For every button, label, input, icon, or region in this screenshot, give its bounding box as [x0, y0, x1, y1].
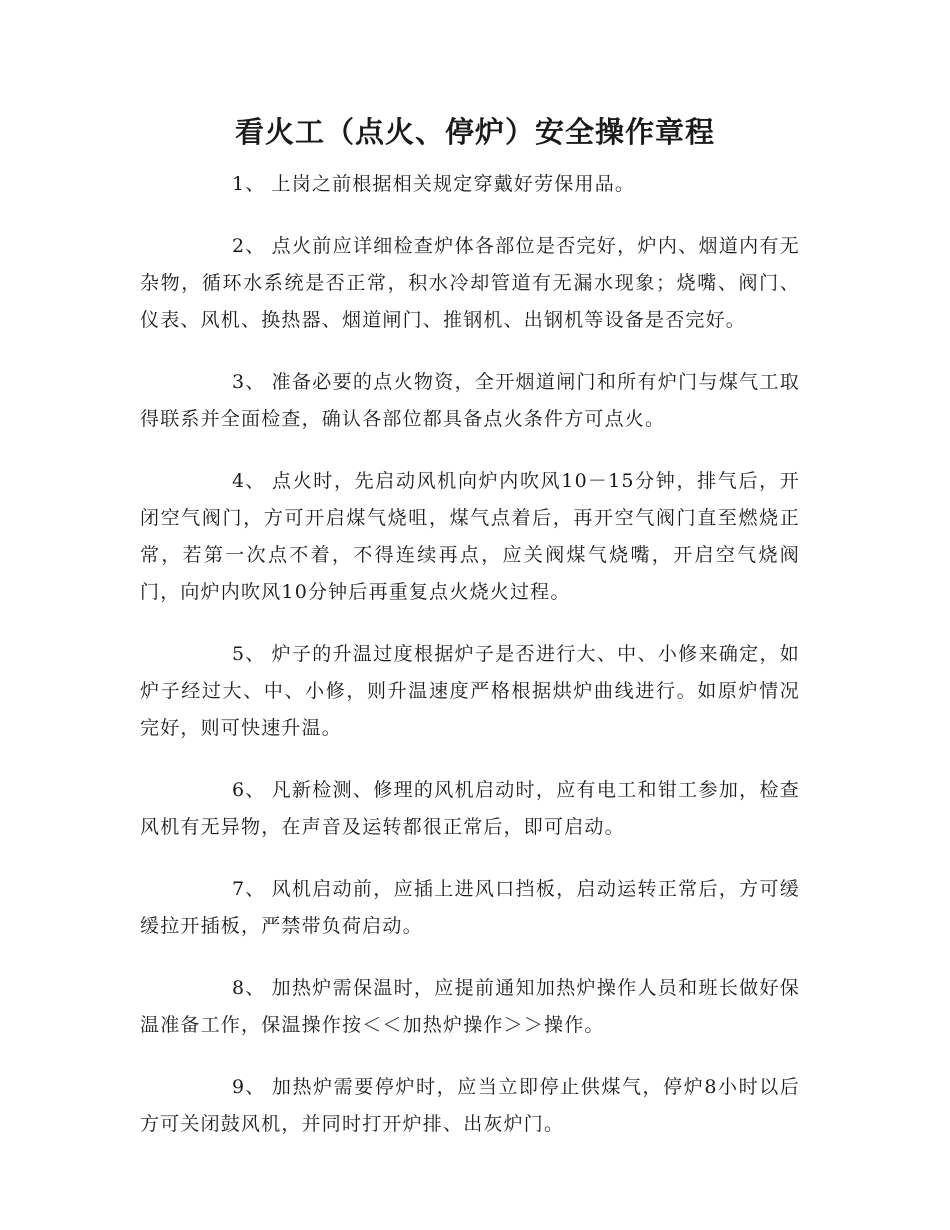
- document-body: [140, 166, 800, 1168]
- paragraph-number: 8、: [232, 977, 266, 999]
- paragraph-number: 7、: [232, 878, 266, 900]
- paragraph-text: 点火时，先启动风机向炉内吹风10－15分钟，排气后，开闭空气阀门，方可开启煤气烧咀，煤气点着后，再开空气阀门直至燃烧正常，若第一次点不着，不得连续再点，应关阀煤气烧嘴，开启空气烧阀门，向炉内吹风10分钟后再重复点火烧火过程。: [140, 470, 800, 603]
- paragraph-text: 风机启动前，应插上进风口挡板，启动运转正常后，方可缓缓拉开插板，严禁带负荷启动。: [140, 878, 800, 937]
- paragraph-text: 加热炉需保温时，应提前通知加热炉操作人员和班长做好保温准备工作，保温操作按＜＜加热炉操作＞＞操作。: [140, 977, 800, 1036]
- document-title: 看火工（点火、停炉）安全操作章程: [234, 115, 715, 149]
- paragraph-number: 1、: [232, 173, 266, 195]
- paragraph-2: [140, 228, 800, 339]
- paragraph-text: 加热炉需要停炉时，应当立即停止供煤气，停炉8小时以后方可关闭鼓风机，并同时打开炉排、出灰炉门。: [140, 1076, 800, 1135]
- paragraph-8: [140, 970, 800, 1044]
- paragraph-number: 2、: [232, 235, 266, 257]
- paragraph-7: [140, 871, 800, 945]
- paragraph-number: 3、: [232, 371, 266, 393]
- paragraph-text: 上岗之前根据相关规定穿戴好劳保用品。: [271, 173, 636, 195]
- paragraph-3: [140, 364, 800, 438]
- paragraph-number: 4、: [232, 470, 266, 492]
- paragraph-number: 6、: [232, 779, 266, 801]
- paragraph-text: 炉子的升温过度根据炉子是否进行大、中、小修来确定，如炉子经过大、中、小修，则升温速度严格根据烘炉曲线进行。如原炉情况完好，则可快速升温。: [140, 643, 800, 739]
- paragraph-number: 9、: [232, 1076, 266, 1098]
- paragraph-text: 准备必要的点火物资，全开烟道闸门和所有炉门与煤气工取得联系并全面检查，确认各部位都具备点火条件方可点火。: [140, 371, 800, 430]
- paragraph-1: [140, 166, 800, 203]
- paragraph-9: [140, 1069, 800, 1143]
- paragraph-text: 点火前应详细检查炉体各部位是否完好，炉内、烟道内有无杂物，循环水系统是否正常，积水冷却管道有无漏水现象；烧嘴、阀门、仪表、风机、换热器、烟道闸门、推钢机、出钢机等设备是否完好。: [140, 235, 800, 331]
- paragraph-5: [140, 636, 800, 747]
- paragraph-number: 5、: [232, 643, 266, 665]
- paragraph-6: [140, 772, 800, 846]
- paragraph-4: [140, 463, 800, 611]
- paragraph-text: 凡新检测、修理的风机启动时，应有电工和钳工参加，检查风机有无异物，在声音及运转都很正常后，即可启动。: [140, 779, 800, 838]
